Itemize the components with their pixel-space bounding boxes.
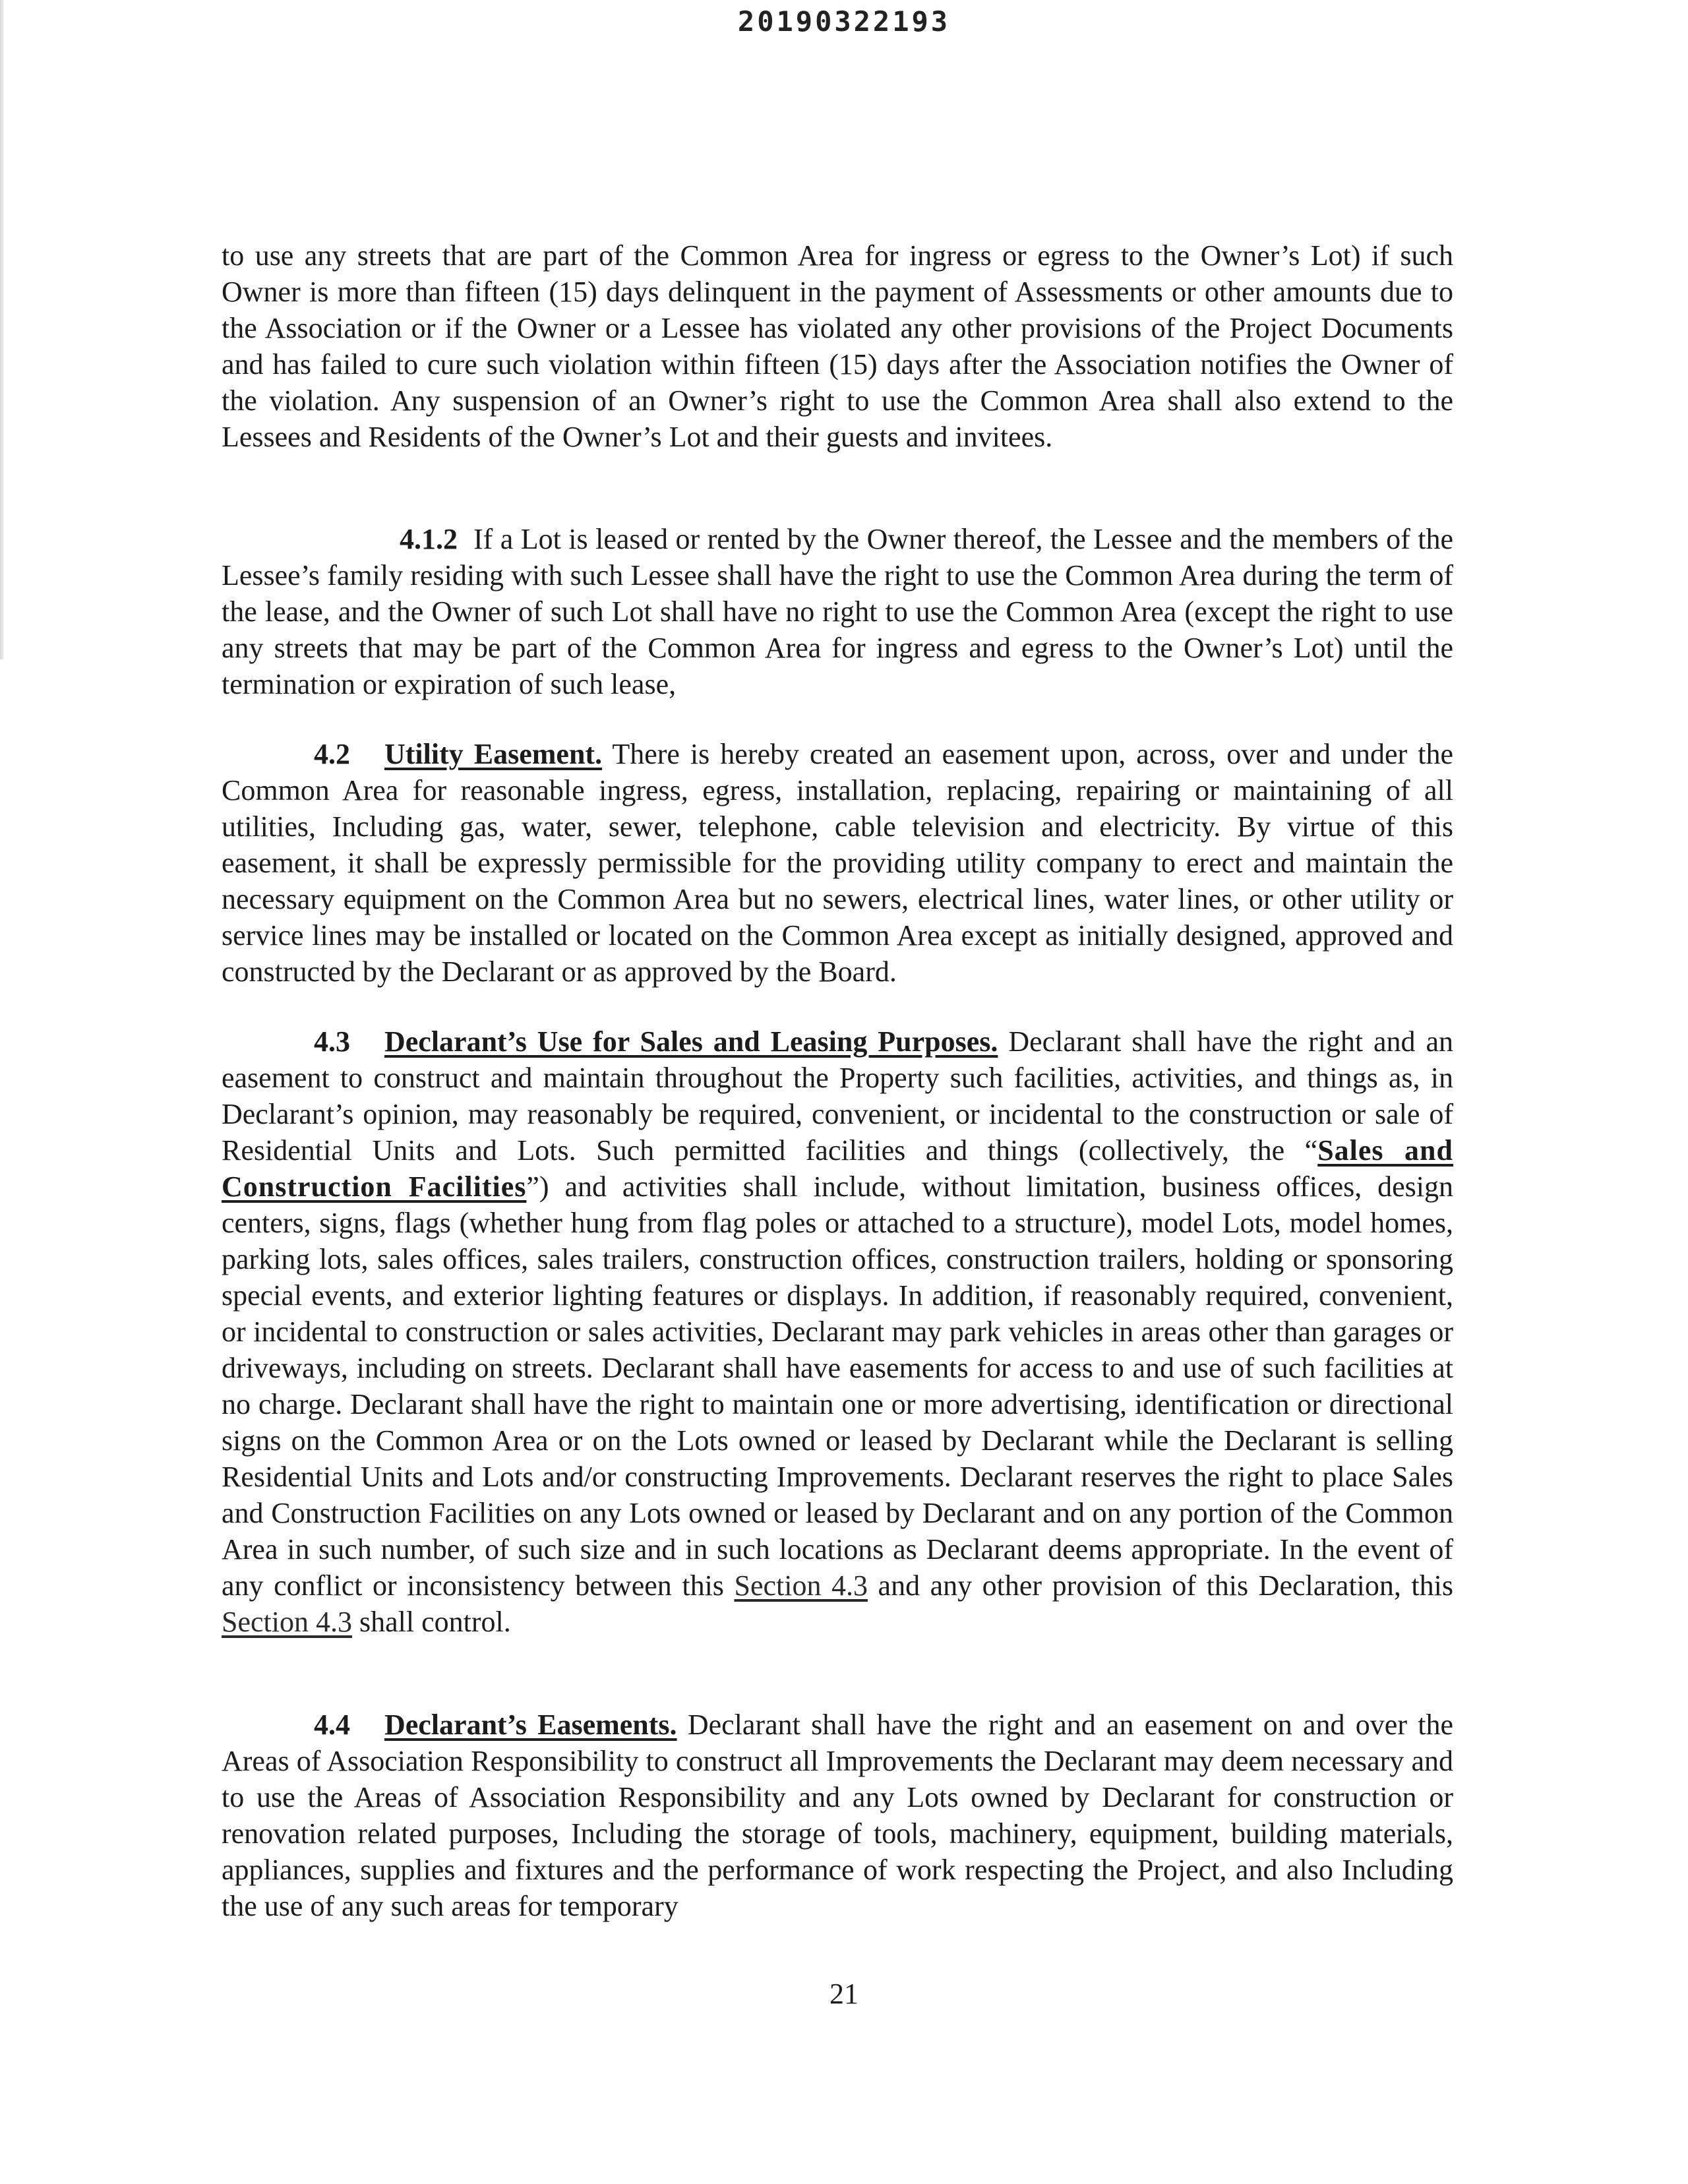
section-number: 4.2 [314,738,350,770]
section-text: Declarant shall have the right and an easement on and over the Areas of Association Responsibility to construct all Improvements the Declarant may deem necessary and to use the Areas of Association Responsibility and any Lots owned by Declarant for construction or renovation related purposes, Including the storage of tools, machinery, equipment, building materials, appliances, supplies and fixtures and the performance of work respecting the Project, and also Including the use of any such areas for temporary [222,1709,1454,1922]
section-title: Utility Easement. [384,738,603,770]
defined-term: Sales and Construction Facilities [222,1134,1454,1203]
section-text: There is hereby created an easement upon, across, over and under the Common Area for reasonable ingress, egress, installation, replacing, repairing or maintaining of all utilities, Including gas, water, sewer, telephone, cable television and electricity. By virtue of this easement, it shall be expressly permissible for the providing utility company to erect and maintain the necessary equipment on the Common Area but no sewers, electrical lines, water lines, or other utility or service lines may be installed or located on the Common Area except as initially designed, approved and constructed by the Declarant or as approved by the Board. [222,738,1453,988]
section-cross-reference: Section 4.3 [222,1606,352,1638]
section-text-d: shall control. [351,1606,511,1638]
paragraph-continued [222,237,1453,455]
section-title: Declarant’s Easements. [384,1709,677,1741]
section-4-4 [222,1707,1453,1924]
section-cross-reference: Section 4.3 [734,1569,868,1602]
paragraph-continued-text: to use any streets that are part of the Common Area for ingress or egress to the Owner’s Lot) if such Owner is more than fifteen (15) days delinquent in the payment of Assessments or other amounts due to the Association or if the Owner or a Lessee has violated any other provisions of the Project Documents and has failed to cure such violation within fifteen (15) days after the Association notifies the Owner of the violation. Any suspension of an Owner’s right to use the Common Area shall also extend to the Lessees and Residents of the Owner’s Lot and their guests and invitees. [222,239,1453,453]
scan-edge-shadow [0,0,4,659]
section-text: If a Lot is leased or rented by the Owner thereof, the Lessee and the members of the Lessee’s family residing with such Lessee shall have the right to use the Common Area during the term of the lease, and the Owner of such Lot shall have no right to use the Common Area (except the right to use any streets that may be part of the Common Area for ingress and egress to the Owner’s Lot) until the termination or expiration of such lease, [222,523,1453,700]
page-number: 21 [829,1978,859,2010]
recording-number: 20190322193 [737,5,951,38]
section-title: Declarant’s Use for Sales and Leasing Purposes. [384,1025,998,1058]
section-number: 4.3 [314,1025,350,1058]
section-4-3 [222,1023,1453,1640]
section-number: 4.4 [314,1709,350,1741]
section-4-2 [222,736,1453,990]
section-text-a: Declarant shall have the right and an easement to construct and maintain throughout the Property such facilities, activities, and things as, in Declarant’s opinion, may reasonably be required, convenient, or incidental to the construction or sale of Residential Units and Lots. Such permitted facilities and things (collectively, the “ [222,1025,1453,1167]
section-text-c: and any other provision of this Declaration, this [868,1569,1454,1602]
section-number: 4.1.2 [400,523,458,555]
section-text-b: ”) and activities shall include, without limitation, business offices, design centers, signs, flags (whether hung from flag poles or attached to a structure), model Lots, model homes, parking lots, sales offices, sales trailers, construction offices, construction trailers, holding or sponsoring special events, and exterior lighting features or displays. In addition, if reasonably required, convenient, or incidental to construction or sales activities, Declarant may park vehicles in areas other than garages or driveways, including on streets. Declarant shall have easements for access to and use of such facilities at no charge. Declarant shall have the right to maintain one or more advertising, identification or directional signs on the Common Area or on the Lots owned or leased by Declarant while the Declarant is selling Residential Units and Lots and/or constructing Improvements. Declarant reserves the right to place Sales and Construction Facilities on any Lots owned or leased by Declarant and on any portion of the Common Area in such number, of such size and in such locations as Declarant deems appropriate. In the event of any conflict or inconsistency between this [222,1170,1454,1602]
section-4-1-2 [222,521,1453,702]
